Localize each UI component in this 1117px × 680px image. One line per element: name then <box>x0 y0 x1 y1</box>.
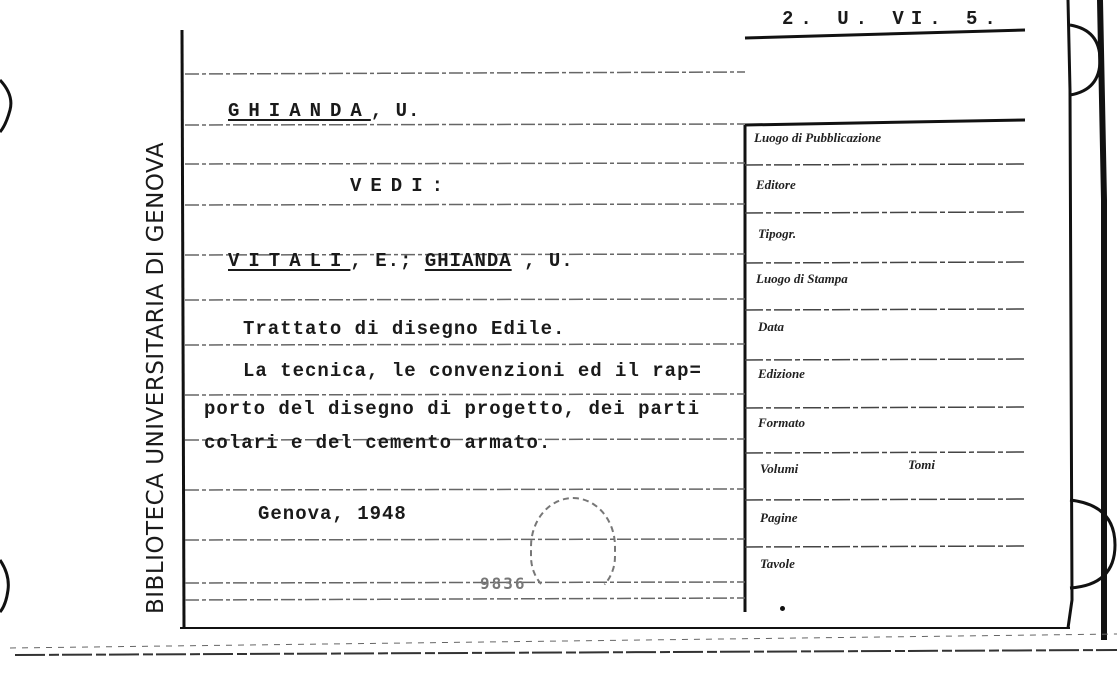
ref-author2: GHIANDA <box>424 250 512 272</box>
field-pagine: Pagine <box>760 510 798 525</box>
field-formato: Formato <box>758 415 805 430</box>
field-luogo-pubblicazione: Luogo di Pubblicazione <box>754 130 882 145</box>
field-editore: Editore <box>756 177 796 192</box>
ink-dot <box>780 606 785 611</box>
heading-name: GHIANDA <box>228 100 371 122</box>
field-tipografia: Tipogr. <box>758 226 797 241</box>
library-stamp <box>530 497 616 596</box>
field-volumi: Volumi <box>760 461 799 476</box>
main-heading <box>228 100 420 122</box>
field-tavole: Tavole <box>760 556 795 571</box>
ref-author2-initial: , U. <box>511 250 574 272</box>
imprint: Genova, 1948 <box>258 503 407 525</box>
see-label: VEDI: <box>350 175 453 197</box>
title-line-3: porto del disegno di progetto, dei parti <box>204 398 701 420</box>
field-data: Data <box>758 319 784 334</box>
field-edizione: Edizione <box>758 366 805 381</box>
heading-rest: , U. <box>370 100 421 122</box>
field-luogo-stampa: Luogo di Stampa <box>756 271 848 286</box>
title-line-4: colari e del cemento armato. <box>204 432 552 454</box>
library-name: BIBLIOTECA UNIVERSITARIA DI GENOVA <box>143 141 169 614</box>
stamp-number: 9836 <box>480 574 527 593</box>
see-reference <box>228 250 574 272</box>
shelfmark: 2. U. VI. 5. <box>782 8 1003 30</box>
title-line-2: La tecnica, le convenzioni ed il rap= <box>243 360 702 382</box>
ref-author1-initial: , E.; <box>350 250 425 272</box>
ref-author1: VITALI <box>228 250 351 272</box>
field-tomi: Tomi <box>908 457 935 472</box>
title-line-1: Trattato di disegno Edile. <box>243 318 566 340</box>
